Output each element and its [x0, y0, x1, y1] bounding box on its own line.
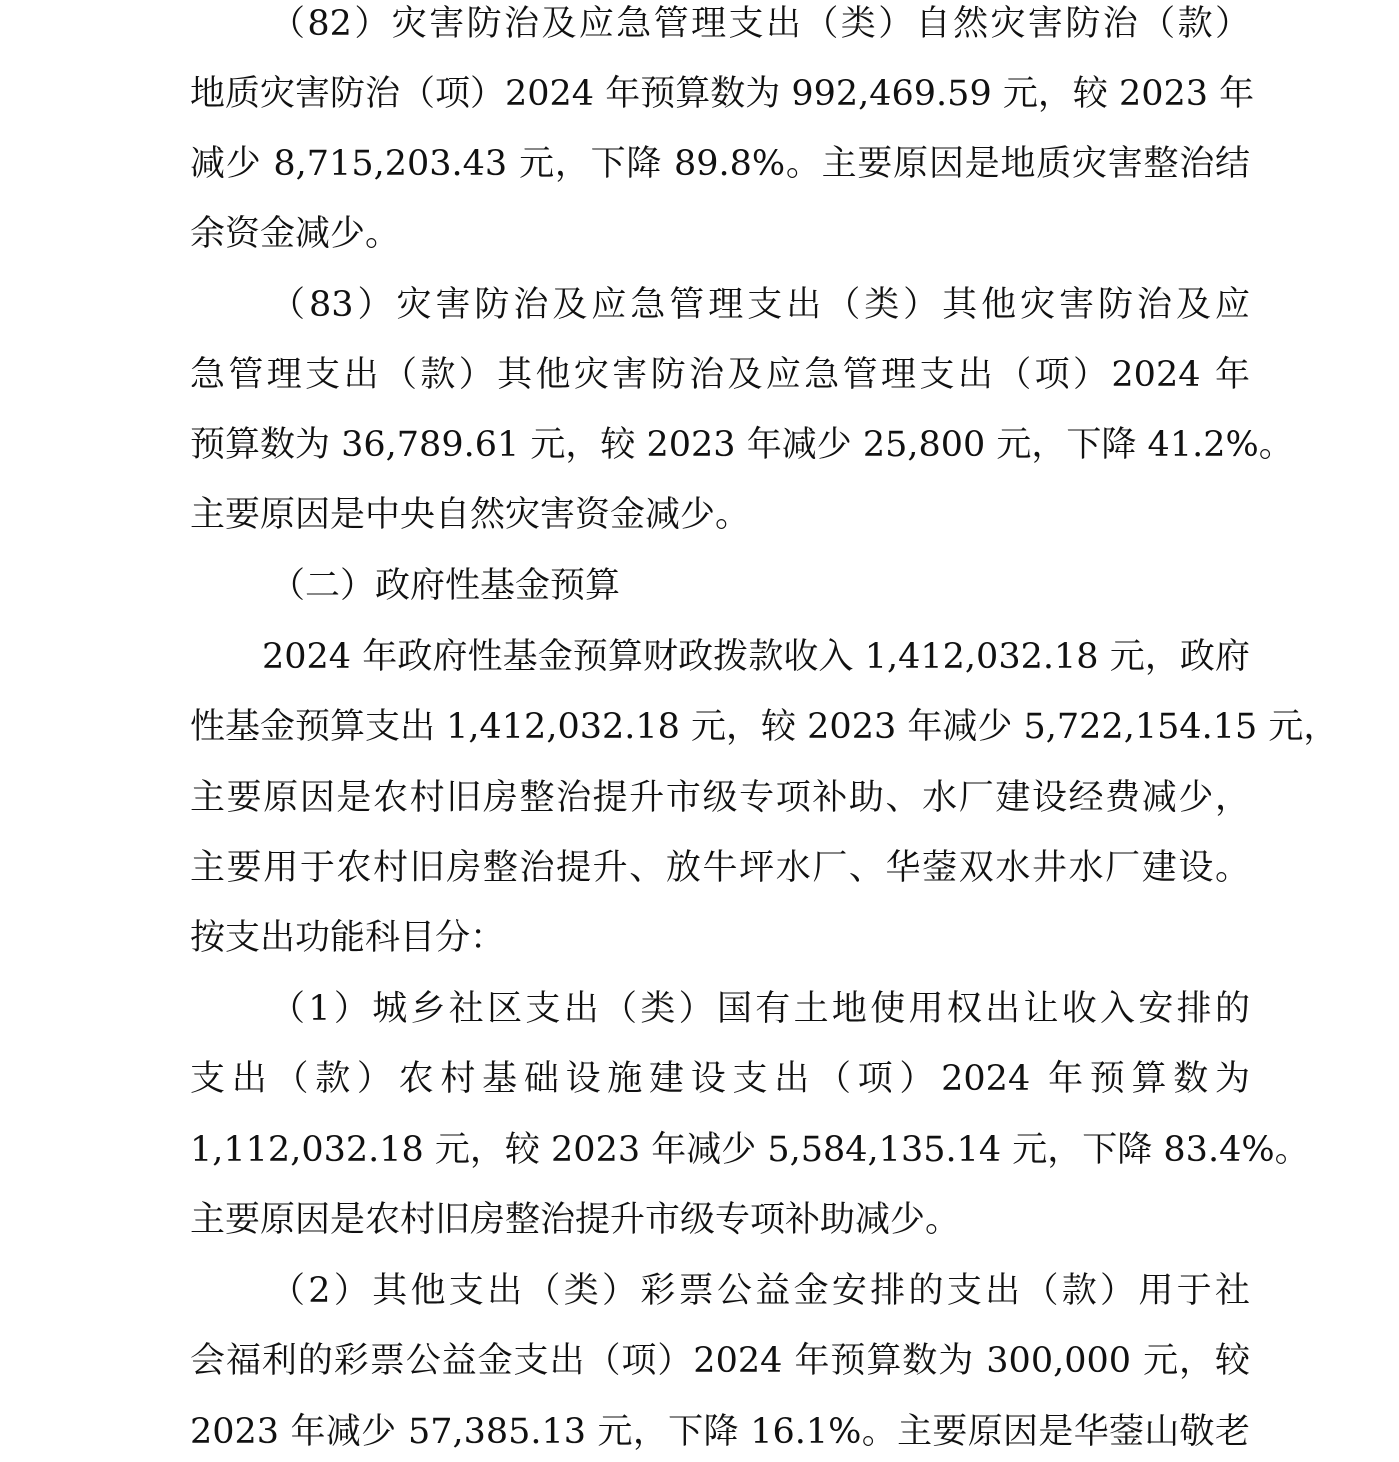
item-2-line-2: 会福利的彩票公益金支出（项）2024 年预算数为 300,000 元，较	[190, 1341, 1250, 1381]
fund-paragraph-line-4: 主要用于农村旧房整治提升、放牛坪水厂、华蓥双水井水厂建设。	[190, 848, 1250, 888]
paragraph-82-line-3: 减少 8,715,203.43 元，下降 89.8%。主要原因是地质灾害整治结	[190, 144, 1250, 184]
paragraph-83-line-3: 预算数为 36,789.61 元，较 2023 年减少 25,800 元，下降 41.2%。	[190, 425, 1294, 465]
fund-paragraph-line-3: 主要原因是农村旧房整治提升市级专项补助、水厂建设经费减少，	[190, 778, 1250, 818]
item-1-line-3: 1,112,032.18 元，较 2023 年减少 5,584,135.14 元，下降 83.4%。	[190, 1130, 1310, 1170]
paragraph-82-line-4: 余资金减少。	[190, 214, 401, 254]
fund-paragraph-line-5: 按支出功能科目分：	[190, 918, 506, 958]
item-1-line-4: 主要原因是农村旧房整治提升市级专项补助减少。	[190, 1200, 961, 1240]
section-heading-government-fund-budget: （二）政府性基金预算	[270, 566, 621, 606]
item-1-line-1: （1）城乡社区支出（类）国有土地使用权出让收入安排的	[270, 989, 1250, 1029]
paragraph-83-line-2: 急管理支出（款）其他灾害防治及应急管理支出（项）2024 年	[190, 355, 1250, 395]
item-2-line-3: 2023 年减少 57,385.13 元，下降 16.1%。主要原因是华蓥山敬老	[190, 1412, 1250, 1452]
item-2-line-1: （2）其他支出（类）彩票公益金安排的支出（款）用于社	[270, 1271, 1250, 1311]
paragraph-82-line-1: （82）灾害防治及应急管理支出（类）自然灾害防治（款）	[270, 4, 1250, 44]
paragraph-82-line-2: 地质灾害防治（项）2024 年预算数为 992,469.59 元，较 2023 年	[190, 74, 1255, 114]
paragraph-83-line-1: （83）灾害防治及应急管理支出（类）其他灾害防治及应	[270, 285, 1250, 325]
fund-paragraph-line-2: 性基金预算支出 1,412,032.18 元，较 2023 年减少 5,722,154.15 元，	[190, 707, 1339, 747]
paragraph-83-line-4: 主要原因是中央自然灾害资金减少。	[190, 495, 751, 535]
fund-paragraph-line-1: 2024 年政府性基金预算财政拨款收入 1,412,032.18 元，政府	[262, 637, 1250, 677]
item-1-line-2: 支出（款）农村基础设施建设支出（项）2024 年预算数为	[190, 1059, 1250, 1099]
